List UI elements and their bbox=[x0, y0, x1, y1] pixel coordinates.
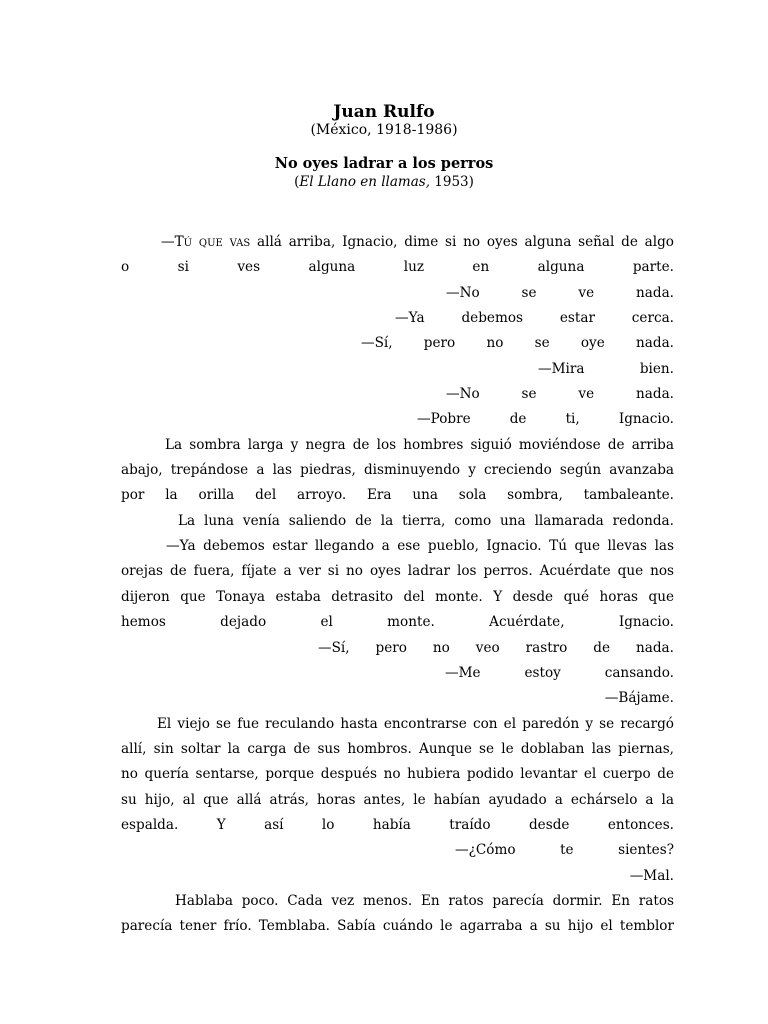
body-line: hemos dejado el monte. Acuérdate, Ignacio. bbox=[121, 614, 674, 631]
body-line: o si ves alguna luz en alguna parte. bbox=[121, 259, 674, 276]
body-line: —Ya debemos estar cerca. bbox=[395, 310, 674, 327]
body-line: —Ya debemos estar llegando a ese pueblo, Ignacio. Tú que llevas las bbox=[166, 538, 674, 555]
source-year: 1953) bbox=[430, 174, 474, 190]
source-book: El Llano en llamas, bbox=[299, 174, 430, 190]
body-line: orejas de fuera, fíjate a ver si no oyes ladrar los perros. Acuérdate que nos bbox=[121, 563, 674, 580]
body-line: La sombra larga y negra de los hombres siguió moviéndose de arriba bbox=[165, 436, 674, 453]
body-line: —No se ve nada. bbox=[446, 386, 674, 403]
body-line: La luna venía saliendo de la tierra, como una llamarada redonda. bbox=[178, 512, 674, 529]
body-line: —Tú que vas allá arriba, Ignacio, dime si no oyes alguna señal de algo bbox=[161, 234, 674, 250]
body-line: —Mira bien. bbox=[538, 360, 674, 377]
body-line: —Sí, pero no veo rastro de nada. bbox=[318, 639, 674, 656]
body-line: no quería sentarse, porque después no hubiera podido levantar el cuerpo de bbox=[121, 766, 674, 783]
body-line: —Sí, pero no se oye nada. bbox=[361, 335, 674, 352]
body-line: —¿Cómo te sientes? bbox=[455, 842, 674, 859]
source-open: ( bbox=[294, 174, 300, 190]
body-line: El viejo se fue reculando hasta encontrarse con el paredón y se recargó bbox=[157, 715, 674, 732]
author-dates: (México, 1918-1986) bbox=[310, 122, 458, 138]
body-line: —Bájame. bbox=[604, 690, 674, 707]
story-title: No oyes ladrar a los perros bbox=[274, 155, 494, 172]
small-caps-opening: Tú que vas bbox=[174, 234, 251, 250]
body-line: —Pobre de ti, Ignacio. bbox=[417, 411, 674, 428]
body-line: —Me estoy cansando. bbox=[445, 664, 674, 681]
body-line: dijeron que Tonaya estaba detrasito del monte. Y desde qué horas que bbox=[121, 588, 674, 605]
body-line: abajo, trepándose a las piedras, disminuyendo y creciendo según avanzaba bbox=[121, 462, 674, 479]
body-line: —Mal. bbox=[629, 867, 674, 884]
author-name: Juan Rulfo bbox=[333, 102, 435, 122]
body-line: espalda. Y así lo había traído desde entonces. bbox=[121, 816, 674, 833]
body-line: Hablaba poco. Cada vez menos. En ratos parecía dormir. En ratos bbox=[175, 892, 674, 909]
story-source bbox=[0, 173, 768, 191]
body-line: su hijo, al que allá atrás, horas antes, le habían ayudado a echárselo a la bbox=[121, 791, 674, 808]
body-line: parecía tener frío. Temblaba. Sabía cuándo le agarraba a su hijo el temblor bbox=[121, 918, 674, 935]
story-body bbox=[121, 230, 674, 940]
body-line: por la orilla del arroyo. Era una sola sombra, tambaleante. bbox=[121, 487, 674, 504]
body-line: —No se ve nada. bbox=[446, 284, 674, 301]
body-line: allí, sin soltar la carga de sus hombros. Aunque se le doblaban las piernas, bbox=[121, 740, 674, 757]
